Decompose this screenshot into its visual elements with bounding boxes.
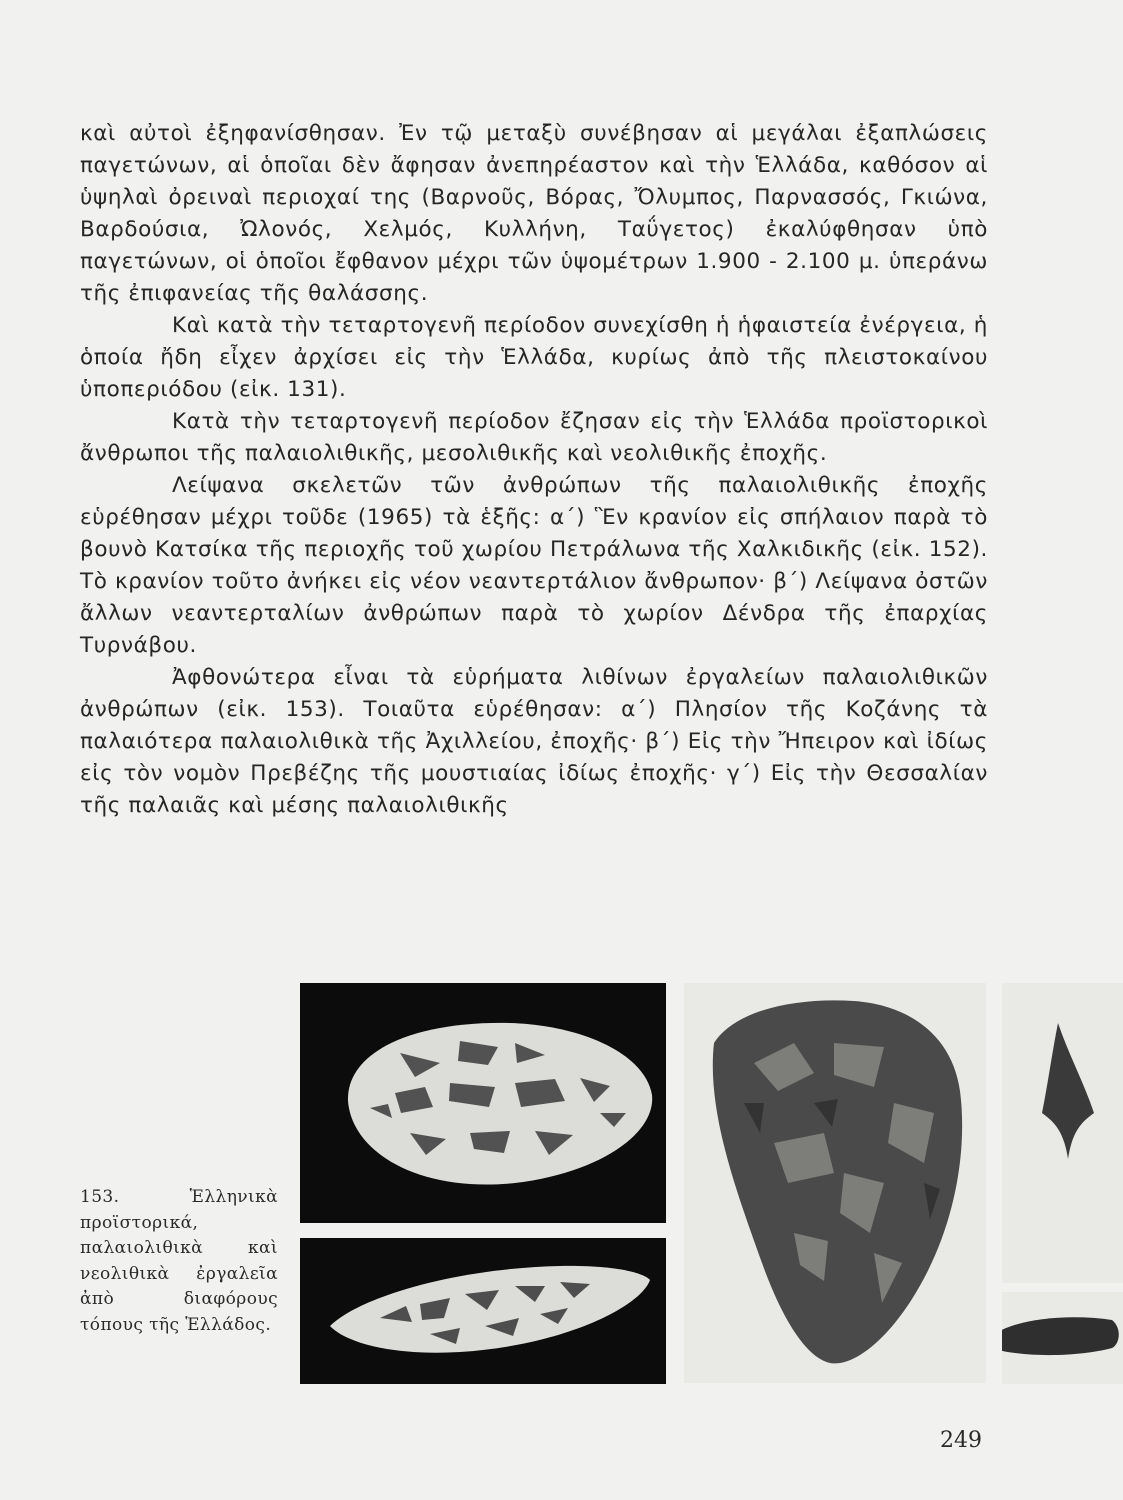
- body-text: [80, 118, 988, 822]
- paragraph-3: Κατὰ τὴν τεταρτογενῆ περίοδον ἔζησαν εἰς τὴν Ἑλλάδα προϊστορικοὶ ἄνθρωποι τῆς παλαιολιθικῆς, μεσολιθικῆς καὶ νεολιθικῆς ἐποχῆς.: [80, 409, 988, 466]
- paragraph-5: Ἀφθονώτερα εἶναι τὰ εὑρήματα λιθίνων ἐργαλείων παλαιολιθικῶν ἀνθρώπων (εἰκ. 153). Τοιαῦτα εὑρέθησαν: α΄) Πλησίον τῆς Κοζάνης τὰ παλαιότερα παλαιολιθικὰ τῆς Ἀχιλλείου, ἐποχῆς· β΄) Εἰς τὴν Ἤπειρον καὶ ἰδίως εἰς τὸν νομὸν Πρεβέζης τῆς μουστιαίας ἰδίως ἐποχῆς· γ΄) Εἰς τὴν Θεσσαλίαν τῆς παλαιᾶς καὶ μέσης παλαιολιθικῆς: [80, 665, 988, 818]
- figure-caption: 153. Ἑλληνικὰ προϊστορικά, παλαιολιθικὰ καὶ νεολιθικὰ ἐργαλεῖα ἀπὸ διαφόρους τόπους τῆς Ἑλλάδος.: [80, 1187, 278, 1335]
- photo-flint-core: [684, 983, 986, 1383]
- photo-handaxe-large: [300, 983, 666, 1223]
- paragraph-4: Λείψανα σκελετῶν τῶν ἀνθρώπων τῆς παλαιολιθικῆς ἐποχῆς εὑρέθησαν μέχρι τοῦδε (1965) τὰ ἑξῆς: α΄) Ἓν κρανίον εἰς σπήλαιον παρὰ τὸ βουνὸ Κατσίκα τῆς περιοχῆς τοῦ χωρίου Πετράλωνα τῆς Χαλκιδικῆς (εἰκ. 152). Τὸ κρανίον τοῦτο ἀνήκει εἰς νέον νεαντερτάλιον ἄνθρωπον· β΄) Λείψανα ὀστῶν ἄλλων νεαντερταλίων ἀνθρώπων παρὰ τὸ χωρίον Δένδρα τῆς ἐπαρχίας Τυρνάβου.: [80, 473, 988, 658]
- photo-flake: [1002, 1292, 1123, 1384]
- page-number: 249: [940, 1428, 982, 1453]
- photo-arrowhead: [1002, 983, 1123, 1283]
- paragraph-1: καὶ αὐτοὶ ἐξηφανίσθησαν. Ἐν τῷ μεταξὺ συνέβησαν αἱ μεγάλαι ἐξαπλώσεις παγετώνων, αἱ ὁποῖαι δὲν ἄφησαν ἀνεπηρέαστον καὶ τὴν Ἑλλάδα, καθόσον αἱ ὑψηλαὶ ὀρειναὶ περιοχαί της (Βαρνοῦς, Βόρας, Ὄλυμπος, Παρνασσός, Γκιώνα, Βαρδούσια, Ὠλονός, Χελμός, Κυλλήνη, Ταΰγετος) ἐκαλύφθησαν ὑπὸ παγετώνων, οἱ ὁποῖοι ἔφθανον μέχρι τῶν ὑψομέτρων 1.900 - 2.100 μ. ὑπεράνω τῆς ἐπιφανείας τῆς θαλάσσης.: [80, 121, 988, 306]
- photo-blade: [300, 1238, 666, 1384]
- paragraph-2: Καὶ κατὰ τὴν τεταρτογενῆ περίοδον συνεχίσθη ἡ ἡφαιστεία ἐνέργεια, ἡ ὁποία ἤδη εἶχεν ἀρχίσει εἰς τὴν Ἑλλάδα, κυρίως ἀπὸ τῆς πλειστοκαίνου ὑποπεριόδου (εἰκ. 131).: [80, 313, 988, 402]
